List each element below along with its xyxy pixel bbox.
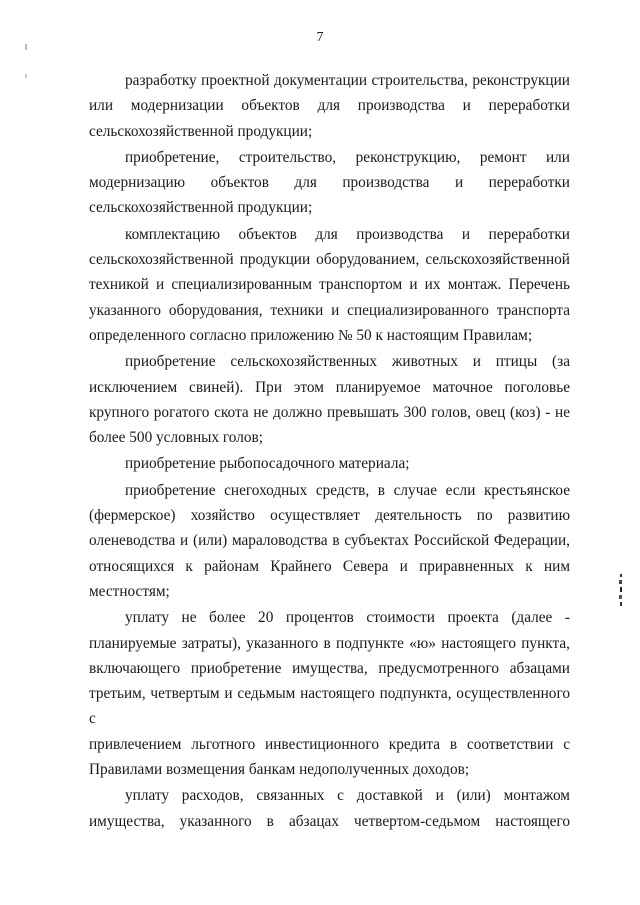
paragraph-line: комплектацию объектов для производства и переработки <box>125 225 570 243</box>
paragraph <box>89 222 570 348</box>
paragraph-line: планируемые затраты), указанного в подпункте «ю» настоящего пункта, <box>89 634 570 652</box>
paragraph <box>89 145 570 221</box>
paragraph-line: уплату расходов, связанных с доставкой и (или) монтажом <box>125 787 570 805</box>
paragraph <box>89 451 570 476</box>
paragraph <box>89 68 570 144</box>
paragraph-line: или модернизации объектов для производства и переработки <box>89 97 570 115</box>
paragraph-line: указанного оборудования, техники и специализированного транспорта <box>89 301 570 319</box>
paragraph-line: крупного рогатого скота не должно превышать 300 голов, овец (коз) - не <box>89 403 570 421</box>
paragraph-line: техникой и специализированным транспортом и их монтаж. Перечень <box>89 276 570 294</box>
paragraph-line: относящихся к районам Крайнего Севера и приравненных к ним <box>89 557 570 575</box>
paragraph-line: привлечением льготного инвестиционного кредита в соответствии с <box>89 735 570 753</box>
paragraph-line: определенного согласно приложению № 50 к настоящим Правилам; <box>89 326 533 344</box>
paragraph-line: более 500 условных голов; <box>89 429 264 447</box>
paragraph-line: третьим, четвертым и седьмым настоящего подпункта, осуществленного с <box>89 685 570 728</box>
paragraph-line: уплату не более 20 процентов стоимости проекта (далее - <box>125 609 570 627</box>
paragraph-line: сельскохозяйственной продукции оборудованием, сельскохозяйственной <box>89 251 570 269</box>
paragraph-line: включающего приобретение имущества, предусмотренного абзацами <box>89 659 570 677</box>
paragraph-line: местностям; <box>89 582 170 600</box>
paragraph-line: сельскохозяйственной продукции; <box>89 122 313 140</box>
page-number: 7 <box>316 30 324 45</box>
scan-margin-artifact <box>618 574 624 608</box>
paragraph-line: приобретение сельскохозяйственных животных и птицы (за <box>125 353 570 371</box>
paragraph-line: сельскохозяйственной продукции; <box>89 199 313 217</box>
paragraph-line: оленеводства и (или) мараловодства в субъектах Российской Федерации, <box>89 532 570 550</box>
paragraph-line: приобретение, строительство, реконструкцию, ремонт или <box>125 148 570 166</box>
document-body <box>89 68 570 835</box>
paragraph <box>89 605 570 782</box>
paragraph-line: исключением свиней). При этом планируемое маточное поголовье <box>89 378 570 396</box>
paragraph <box>89 478 570 604</box>
paragraph-line: приобретение рыбопосадочного материала; <box>125 455 410 473</box>
paragraph <box>89 349 570 450</box>
paragraph-line: приобретение снегоходных средств, в случае если крестьянское <box>125 481 570 499</box>
paragraph-line: (фермерское) хозяйство осуществляет деятельность по развитию <box>89 507 570 525</box>
paragraph-line: имущества, указанного в абзацах четвертом-седьмом настоящего <box>89 812 570 830</box>
paragraph-line: Правилами возмещения банкам недополученных доходов; <box>89 761 470 779</box>
paragraph <box>89 783 570 834</box>
paragraph-line: разработку проектной документации строительства, реконструкции <box>125 72 570 89</box>
scan-edge-artifact <box>24 44 28 84</box>
paragraph-line: модернизацию объектов для производства и переработки <box>89 174 570 192</box>
